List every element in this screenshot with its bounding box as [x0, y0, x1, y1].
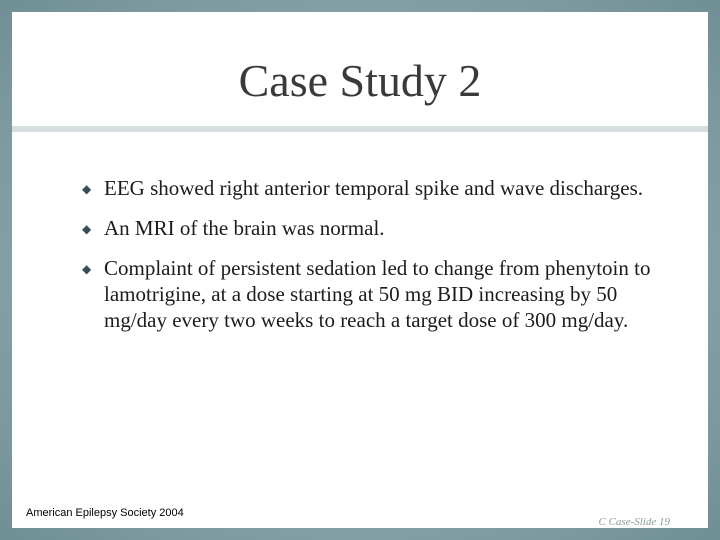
bullet-text: EEG showed right anterior temporal spike and wave discharges. — [104, 176, 644, 200]
slide-canvas — [12, 12, 708, 528]
diamond-bullet-icon: ◆ — [82, 222, 92, 236]
bullet-item — [82, 255, 662, 333]
diamond-bullet-icon: ◆ — [82, 182, 92, 196]
title-divider — [12, 126, 708, 132]
bullet-text: Complaint of persistent sedation led to change from phenytoin to lamotrigine, at a dose starting at 50 mg BID increasing by 50 mg/day every two weeks to reach a target dose of 300 mg/day. — [104, 256, 651, 332]
slide-title: Case Study 2 — [238, 55, 482, 106]
footer-organization: American Epilepsy Society 2004 — [26, 507, 184, 519]
bullet-list — [82, 175, 662, 347]
slide-number: C Case-Slide 19 — [598, 516, 670, 528]
diamond-bullet-icon: ◆ — [82, 262, 92, 276]
bullet-item — [82, 215, 662, 241]
bullet-text: An MRI of the brain was normal. — [104, 216, 385, 240]
bullet-item — [82, 175, 662, 201]
